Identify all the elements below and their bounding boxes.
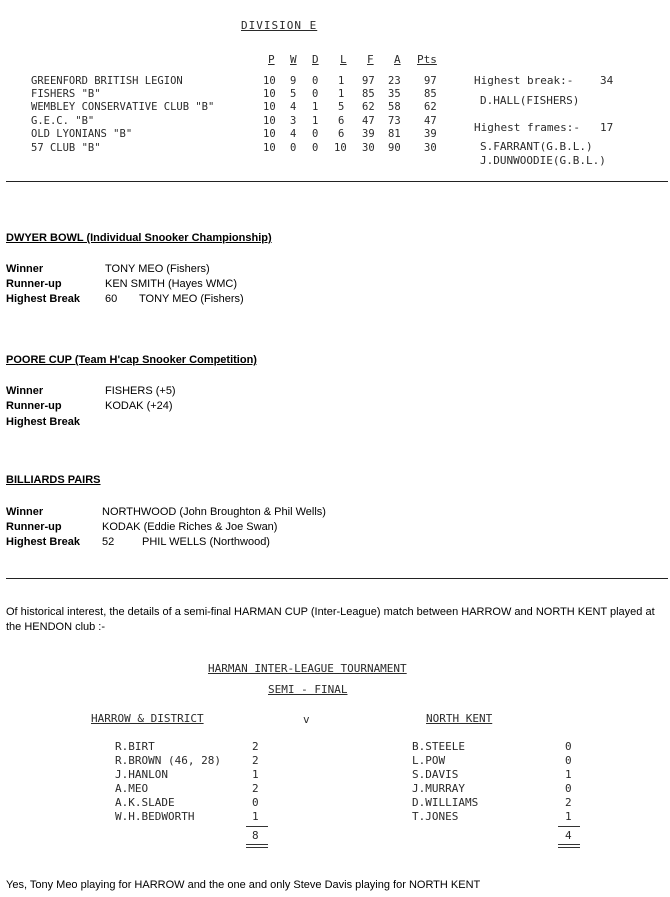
highest-break-label: Highest Break [6, 293, 80, 305]
points: 62 [424, 101, 437, 113]
points: 30 [424, 142, 437, 154]
against: 58 [388, 101, 401, 113]
section-title: DWYER BOWL (Individual Snooker Championship) [6, 232, 272, 244]
drawn: 0 [312, 75, 319, 87]
points: 85 [424, 88, 437, 100]
drawn: 0 [312, 142, 319, 154]
winner-value: NORTHWOOD (John Broughton & Phil Wells) [102, 506, 326, 518]
team-name: FISHERS "B" [31, 88, 101, 100]
tournament-subtitle: SEMI - FINAL [268, 683, 348, 696]
lost: 1 [338, 88, 345, 100]
points: 47 [424, 115, 437, 127]
winner-label: Winner [6, 385, 44, 397]
player-score: 1 [565, 768, 572, 781]
team-name: WEMBLEY CONSERVATIVE CLUB "B" [31, 101, 215, 113]
drawn: 0 [312, 128, 319, 140]
runner-up-label: Runner-up [6, 278, 62, 290]
runner-up-value: KEN SMITH (Hayes WMC) [105, 278, 237, 290]
for: 47 [362, 115, 375, 127]
against: 73 [388, 115, 401, 127]
player-score: 2 [252, 782, 259, 795]
highest-break-label: Highest break:- [474, 74, 574, 87]
section-title: BILLIARDS PAIRS [6, 474, 101, 486]
against: 35 [388, 88, 401, 100]
highest-frames-player: J.DUNWOODIE(G.B.L.) [480, 154, 606, 167]
table-row [31, 88, 461, 101]
player-score: 0 [565, 740, 572, 753]
home-team-name: HARROW & DISTRICT [91, 712, 204, 725]
team-name: GREENFORD BRITISH LEGION [31, 75, 183, 87]
lost: 5 [338, 101, 345, 113]
player-name: R.BIRT [115, 740, 155, 753]
drawn: 1 [312, 115, 319, 127]
column-header: W [290, 53, 297, 66]
table-row [31, 75, 461, 88]
section-title: POORE CUP (Team H'cap Snooker Competition) [6, 354, 257, 366]
for: 30 [362, 142, 375, 154]
team-name: OLD LYONIANS "B" [31, 128, 133, 140]
home-total: 8 [252, 829, 259, 842]
played: 10 [263, 75, 276, 87]
total-rule [558, 844, 580, 845]
player-score: 0 [252, 796, 259, 809]
won: 9 [290, 75, 297, 87]
player-name: S.DAVIS [412, 768, 459, 781]
runner-up-value: KODAK (+24) [105, 400, 173, 412]
highest-break-player: TONY MEO (Fishers) [139, 293, 244, 305]
won: 0 [290, 142, 297, 154]
points: 39 [424, 128, 437, 140]
section-divider [6, 181, 668, 182]
won: 3 [290, 115, 297, 127]
for: 97 [362, 75, 375, 87]
total-rule [246, 844, 268, 845]
footer-note: Yes, Tony Meo playing for HARROW and the one and only Steve Davis playing for NORTH KENT [6, 879, 481, 891]
player-name: W.H.BEDWORTH [115, 810, 195, 823]
highest-frames-player: S.FARRANT(G.B.L.) [480, 140, 593, 153]
winner-label: Winner [6, 506, 44, 518]
for: 62 [362, 101, 375, 113]
against: 23 [388, 75, 401, 87]
highest-break-value: 52 [102, 536, 115, 548]
lost: 10 [334, 142, 347, 154]
table-row [31, 142, 461, 155]
runner-up-label: Runner-up [6, 521, 62, 533]
player-name: J.HANLON [115, 768, 168, 781]
lost: 1 [338, 75, 345, 87]
player-name: L.POW [412, 754, 446, 767]
versus-label: v [303, 713, 310, 726]
total-rule [246, 847, 268, 848]
played: 10 [263, 142, 276, 154]
for: 85 [362, 88, 375, 100]
table-row [31, 128, 461, 141]
team-name: G.E.C. "B" [31, 115, 95, 127]
intro-paragraph: Of historical interest, the details of a semi-final HARMAN CUP (Inter-League) match between HARROW and NORTH KENT played at the HENDON club :- [6, 606, 655, 633]
highest-break-player: PHIL WELLS (Northwood) [142, 536, 270, 548]
division-title: DIVISION E [241, 19, 318, 32]
column-header: P [268, 53, 275, 66]
player-name: A.MEO [115, 782, 149, 795]
played: 10 [263, 101, 276, 113]
section-divider [6, 578, 668, 579]
table-row [31, 101, 461, 114]
player-score: 1 [565, 810, 572, 823]
lost: 6 [338, 115, 345, 127]
played: 10 [263, 115, 276, 127]
player-score: 2 [252, 740, 259, 753]
highest-frames-label: Highest frames:- [474, 121, 580, 134]
player-name: A.K.SLADE [115, 796, 175, 809]
highest-frames-value: 17 [600, 121, 614, 134]
total-rule [246, 826, 268, 827]
away-team-name: NORTH KENT [426, 712, 493, 725]
player-name: J.MURRAY [412, 782, 465, 795]
winner-value: TONY MEO (Fishers) [105, 263, 210, 275]
player-name: D.WILLIAMS [412, 796, 479, 809]
player-name: B.STEELE [412, 740, 465, 753]
total-rule [558, 826, 580, 827]
tournament-title: HARMAN INTER-LEAGUE TOURNAMENT [208, 662, 407, 675]
winner-label: Winner [6, 263, 44, 275]
runner-up-label: Runner-up [6, 400, 62, 412]
points: 97 [424, 75, 437, 87]
column-header: D [312, 53, 319, 66]
won: 5 [290, 88, 297, 100]
player-name: R.BROWN (46, 28) [115, 754, 221, 767]
column-header: F [367, 53, 374, 66]
won: 4 [290, 128, 297, 140]
player-name: T.JONES [412, 810, 459, 823]
column-header: Pts [417, 53, 437, 66]
player-score: 1 [252, 768, 259, 781]
total-rule [558, 847, 580, 848]
player-score: 0 [565, 754, 572, 767]
highest-break-value: 60 [105, 293, 118, 305]
against: 81 [388, 128, 401, 140]
highest-break-label: Highest Break [6, 416, 80, 428]
player-score: 2 [565, 796, 572, 809]
column-header: A [394, 53, 401, 66]
player-score: 2 [252, 754, 259, 767]
table-row [31, 115, 461, 128]
highest-break-player: D.HALL(FISHERS) [480, 94, 580, 107]
runner-up-value: KODAK (Eddie Riches & Joe Swan) [102, 521, 278, 533]
won: 4 [290, 101, 297, 113]
highest-break-label: Highest Break [6, 536, 80, 548]
drawn: 0 [312, 88, 319, 100]
against: 90 [388, 142, 401, 154]
winner-value: FISHERS (+5) [105, 385, 176, 397]
lost: 6 [338, 128, 345, 140]
drawn: 1 [312, 101, 319, 113]
away-total: 4 [565, 829, 572, 842]
highest-break-value: 34 [600, 74, 614, 87]
player-score: 0 [565, 782, 572, 795]
column-header: L [340, 53, 347, 66]
played: 10 [263, 88, 276, 100]
for: 39 [362, 128, 375, 140]
player-score: 1 [252, 810, 259, 823]
team-name: 57 CLUB "B" [31, 142, 101, 154]
played: 10 [263, 128, 276, 140]
